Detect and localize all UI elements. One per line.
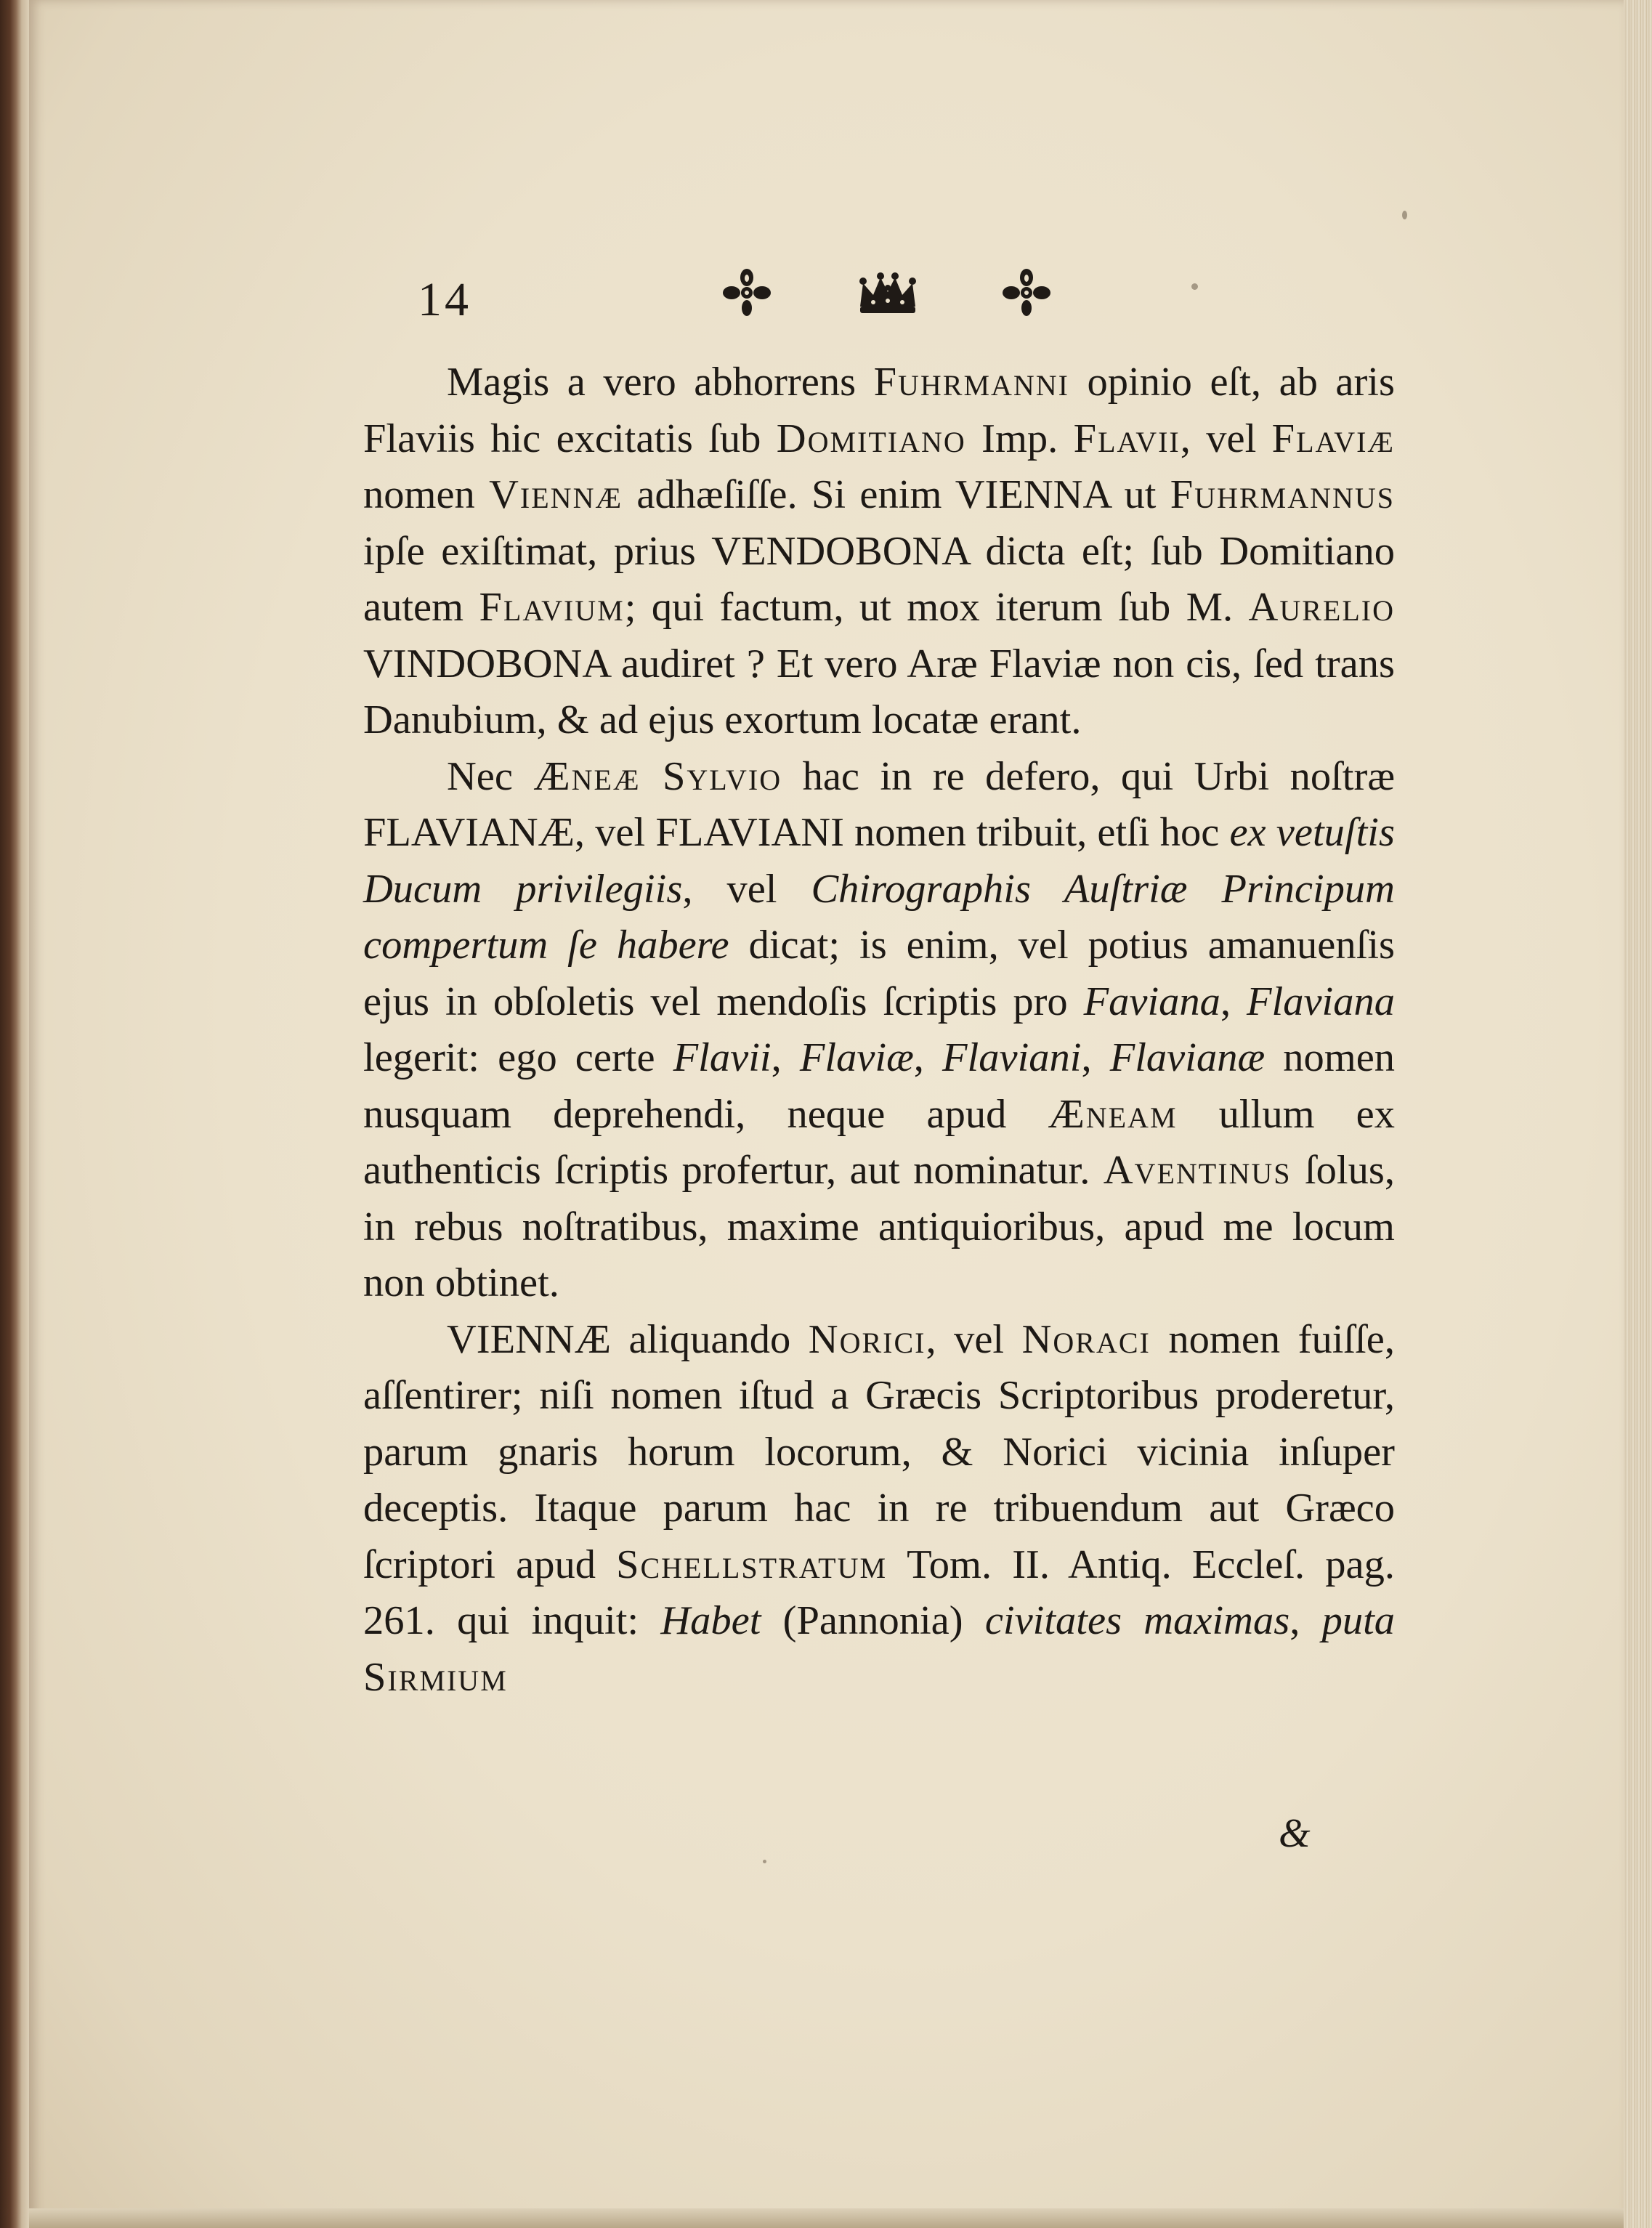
text-run: Magis a vero abhorrens bbox=[447, 360, 874, 405]
italic-phrase: Flaviani bbox=[942, 1035, 1082, 1080]
text-run: ullum ex authenticis ſcriptis profertur, aut nominatur. bbox=[363, 1091, 1395, 1193]
text-run: legerit: ego certe bbox=[363, 1035, 673, 1080]
text-run: , bbox=[1220, 979, 1247, 1024]
text-run: nomen fuiſſe, aſſentirer; niſi nomen iſtud a Græcis Scriptoribus proderetur, parum gnaris horum locorum, & Norici vicinia inſuper deceptis. Itaque parum hac in re tribuendum aut Græco ſcriptori apud bbox=[363, 1316, 1395, 1587]
small-caps-name: Viennæ bbox=[489, 472, 623, 517]
text-run: (Pannonia) bbox=[761, 1598, 985, 1643]
small-caps-name: Fuhrmanni bbox=[873, 360, 1070, 405]
text-run: ; qui factum, ut mox iterum ſub M. bbox=[624, 585, 1249, 630]
text-run: Nec bbox=[447, 753, 534, 799]
text-run: VINDOBONA audiret ? Et vero Aræ Flaviæ non cis, ſed trans Danubium, & ad ejus exortum locatæ erant. bbox=[363, 641, 1395, 742]
italic-phrase: Chirographis Auſtriæ Principum compertum ſe habere bbox=[363, 866, 1395, 968]
italic-phrase: Habet bbox=[660, 1598, 761, 1643]
text-run: opinio eſt, ab aris Flaviis hic excitatis ſub bbox=[363, 360, 1395, 461]
text-run: Tom. II. Antiq. Eccleſ. pag. 261. qui inquit: bbox=[363, 1542, 1395, 1643]
text-run: nomen nusquam deprehendi, neque apud bbox=[363, 1035, 1396, 1137]
text-run: , bbox=[1289, 1598, 1322, 1643]
text-run: adhæſiſſe. Si enim VIENNA ut bbox=[623, 472, 1170, 517]
paragraph-fuhrmanni bbox=[363, 355, 1395, 749]
italic-phrase: Flavianæ bbox=[1109, 1035, 1266, 1080]
small-caps-name: Æneæ Sylvio bbox=[533, 753, 782, 799]
italic-phrase: civitates maximas bbox=[984, 1598, 1290, 1643]
page-edge-bottom bbox=[29, 2208, 1624, 2228]
small-caps-name: Noraci bbox=[1021, 1316, 1151, 1362]
page-edge-right bbox=[1624, 0, 1652, 2228]
italic-phrase: Flaviana bbox=[1247, 979, 1396, 1024]
crown-icon bbox=[856, 270, 920, 315]
text-run: , vel bbox=[1180, 416, 1272, 461]
text-run: , bbox=[913, 1035, 943, 1080]
italic-phrase: Flaviæ bbox=[799, 1035, 914, 1080]
small-caps-name: Flaviæ bbox=[1271, 416, 1396, 461]
small-caps-name: Aurelio bbox=[1248, 585, 1395, 630]
small-caps-name: Fuhrmannus bbox=[1170, 472, 1395, 517]
text-run: dicat; is enim, vel potius amanuenſis ejus in obſoletis vel mendoſis ſcriptis pro bbox=[363, 923, 1396, 1024]
italic-phrase: Faviana bbox=[1083, 979, 1220, 1024]
catchword: & bbox=[1279, 1811, 1311, 1856]
small-caps-name: Schellstratum bbox=[616, 1542, 888, 1587]
text-run: , bbox=[1081, 1035, 1110, 1080]
text-run: ipſe exiſtimat, prius VENDOBONA dicta eſt; ſub Domitiano autem bbox=[363, 528, 1395, 630]
paragraph-aeneae-sylvio bbox=[363, 749, 1395, 1312]
page-number: 14 bbox=[418, 273, 471, 326]
text-run: , bbox=[771, 1035, 800, 1080]
text-run: , vel bbox=[682, 866, 811, 912]
text-run: VIENNÆ aliquando bbox=[447, 1316, 809, 1362]
small-caps-name: Flavium bbox=[479, 585, 625, 630]
small-caps-name: Domitiano bbox=[776, 416, 966, 461]
text-run: ſolus, in rebus noſtratibus, maxime antiquioribus, apud me locum non obtinet. bbox=[363, 1148, 1395, 1305]
small-caps-name: Flavii bbox=[1073, 416, 1181, 461]
paragraph-viennae-norici bbox=[363, 1312, 1395, 1706]
fleuron-right-icon bbox=[1001, 267, 1052, 318]
paper-speck bbox=[1402, 211, 1407, 219]
fleuron-left-icon bbox=[721, 267, 772, 318]
text-run: Imp. bbox=[965, 416, 1074, 461]
text-run: , vel bbox=[926, 1316, 1022, 1362]
small-caps-name: Sirmium bbox=[363, 1654, 508, 1700]
small-caps-name: Aventinus bbox=[1103, 1148, 1292, 1193]
paper-speck bbox=[763, 1860, 766, 1863]
text-run: hac in re defero, qui Urbi noſtræ FLAVIANÆ, vel FLAVIANI nomen tribuit, etſi hoc bbox=[363, 753, 1396, 855]
small-caps-name: Æneam bbox=[1048, 1091, 1178, 1137]
small-caps-name: Norici bbox=[808, 1316, 926, 1362]
body-text bbox=[363, 355, 1395, 1706]
italic-phrase: puta bbox=[1321, 1598, 1396, 1643]
italic-phrase: ex vetuſtis Ducum privilegiis bbox=[363, 810, 1395, 912]
italic-phrase: Flavii bbox=[673, 1035, 772, 1080]
paper-speck bbox=[1191, 283, 1198, 290]
text-run: nomen bbox=[363, 472, 490, 517]
